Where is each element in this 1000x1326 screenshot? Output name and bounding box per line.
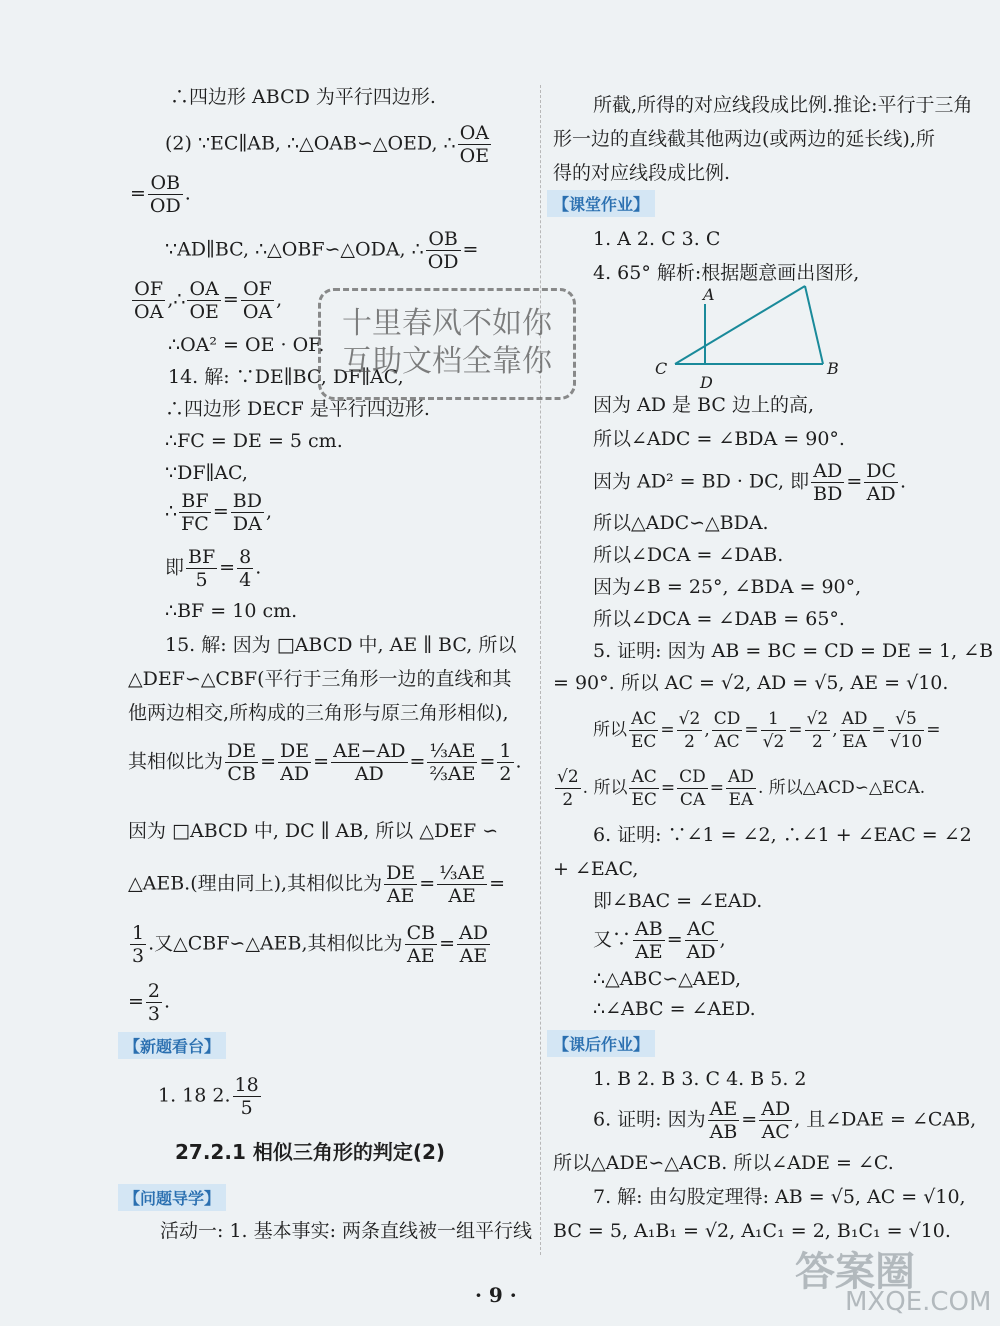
section-title: 27.2.1 相似三角形的判定(2) xyxy=(175,1140,446,1164)
numerator: √2 xyxy=(806,709,829,729)
numerator: 18 xyxy=(234,1074,259,1096)
text-line: BC = 5, A₁B₁ = √2, A₁C₁ = 2, B₁C₁ = √10. xyxy=(553,1220,951,1242)
text-line xyxy=(128,922,492,967)
text-run: = xyxy=(409,750,426,773)
numerator: BD xyxy=(232,490,262,512)
denominator: AC xyxy=(761,1121,790,1143)
numerator: CB xyxy=(406,922,436,944)
fraction xyxy=(761,708,787,753)
fraction xyxy=(179,490,211,535)
numerator: 8 xyxy=(239,546,252,568)
numerator: CD xyxy=(679,767,706,787)
numerator: OF xyxy=(132,278,165,301)
fraction xyxy=(811,460,844,505)
text-run: , xyxy=(832,720,838,740)
denominator: OD xyxy=(427,251,459,273)
fraction xyxy=(384,862,417,907)
stamp-watermark xyxy=(318,288,576,400)
denominator: EA xyxy=(728,790,754,810)
numerator: 1 xyxy=(761,708,787,731)
denominator: AE xyxy=(635,941,663,963)
fraction xyxy=(759,1098,792,1143)
numerator: DE xyxy=(386,862,416,884)
denominator: ⅔AE xyxy=(429,763,476,785)
text-run: = xyxy=(479,750,496,773)
text-line: 即∠BAC = ∠EAD. xyxy=(593,890,763,912)
denominator: CB xyxy=(227,763,256,785)
denominator: 3 xyxy=(132,945,145,967)
fraction xyxy=(437,862,487,907)
denominator: AD xyxy=(866,483,896,505)
text-run: . 所以△ACD∽△ECA. xyxy=(757,778,926,798)
text-line: 因为 AD 是 BC 边上的高, xyxy=(593,394,815,416)
text-line: 5. 证明: 因为 AB = BC = CD = DE = 1, ∠B xyxy=(593,640,994,662)
text-run: (2) ∵EC∥AB, ∴△OAB∽△OED, ∴ xyxy=(165,132,456,155)
triangle-figure xyxy=(645,282,845,392)
denominator: OA xyxy=(134,301,164,323)
denominator: OA xyxy=(242,301,273,323)
text-run: = xyxy=(660,778,676,798)
text-run: = xyxy=(788,720,803,740)
text-run: . xyxy=(255,556,262,579)
text-line: 活动一: 1. 基本事实: 两条直线被一组平行线 xyxy=(160,1220,533,1242)
numerator: DC xyxy=(866,460,897,482)
denominator: 2 xyxy=(684,732,695,752)
fraction xyxy=(864,460,898,505)
fraction xyxy=(840,708,870,753)
text-line: ∴OA² = OE · OF. xyxy=(168,334,325,356)
denominator: OE xyxy=(189,301,219,323)
text-line: 14. 解: ∵DE∥BC, DF∥AC, xyxy=(168,366,404,388)
vertex-label-d: D xyxy=(700,373,713,392)
text-line: 1. A 2. C 3. C xyxy=(593,228,721,250)
text-line: ∴四边形 ABCD 为平行四边形. xyxy=(170,86,436,108)
site-watermark-logo: 答案圈 xyxy=(795,1249,915,1295)
text-line xyxy=(593,708,940,753)
text-run: 又∵ xyxy=(593,928,632,951)
denominator: 2 xyxy=(499,763,512,785)
vertex-label-b: B xyxy=(827,359,839,378)
numerator: 2 xyxy=(147,980,161,1002)
fraction xyxy=(225,740,258,785)
text-line xyxy=(593,460,906,505)
numerator: AC xyxy=(629,708,658,731)
text-line: 所以∠DCA = ∠DAB. xyxy=(593,544,784,566)
text-line xyxy=(130,172,191,217)
site-watermark-url: MXQE.COM xyxy=(845,1287,992,1317)
denominator: EC xyxy=(631,790,657,810)
text-line xyxy=(130,278,282,323)
section-tag-homework: 【课后作业】 xyxy=(547,1030,655,1057)
section-tag-classwork: 【课堂作业】 xyxy=(547,190,655,217)
text-line: ∴BF = 10 cm. xyxy=(165,600,298,622)
stamp-line: 互助文档全靠你 xyxy=(342,344,552,379)
denominator: 3 xyxy=(147,1003,161,1025)
numerator: ⅓AE xyxy=(429,740,476,762)
text-run: = xyxy=(741,1108,758,1131)
text-line xyxy=(158,1074,263,1119)
fraction xyxy=(187,278,220,323)
text-line: 因为∠B = 25°, ∠BDA = 90°, xyxy=(593,576,862,598)
denominator: OD xyxy=(149,195,181,217)
text-line: ∴四边形 DECF 是平行四边形. xyxy=(165,398,430,420)
text-line: ∵DF∥AC, xyxy=(165,462,248,484)
numerator: AE xyxy=(708,1098,740,1121)
text-run: , xyxy=(719,928,726,951)
numerator: √5 xyxy=(888,708,924,731)
text-line: 所以∠DCA = ∠DAB = 65°. xyxy=(593,608,845,630)
text-line: 因为 □ABCD 中, DC ∥ AB, 所以 △DEF ∽ xyxy=(128,820,499,842)
text-line: 所以∠ADC = ∠BDA = 90°. xyxy=(593,428,845,450)
text-line xyxy=(593,1098,976,1143)
text-run: = xyxy=(744,720,759,740)
text-run: = xyxy=(462,238,479,261)
text-run: = xyxy=(130,182,146,205)
text-line: + ∠EAC, xyxy=(553,858,639,880)
fraction xyxy=(457,922,490,967)
text-run: △AEB.(理由同上),其相似比为 xyxy=(128,872,383,895)
text-line: 所截,所得的对应线段成比例.推论:平行于三角 xyxy=(593,94,973,116)
text-run: . xyxy=(184,182,191,205)
numerator: AC xyxy=(629,766,658,789)
fraction xyxy=(237,546,253,591)
text-line: 15. 解: 因为 □ABCD 中, AE ∥ BC, 所以 xyxy=(165,634,517,656)
fraction xyxy=(130,922,146,967)
numerator: AD xyxy=(811,460,844,483)
fraction xyxy=(629,766,658,811)
text-run: = xyxy=(926,720,941,740)
denominator: AD xyxy=(280,763,310,785)
text-run: = xyxy=(419,872,436,895)
text-line xyxy=(593,918,726,963)
text-line: 得的对应线段成比例. xyxy=(553,162,731,184)
fraction xyxy=(233,1074,261,1119)
numerator: AD xyxy=(458,922,488,944)
text-line: 7. 解: 由勾股定理得: AB = √5, AC = √10, xyxy=(593,1186,966,1208)
fraction xyxy=(231,490,264,535)
text-run: 因为 AD² = BD · DC, 即 xyxy=(593,470,810,493)
numerator: OA xyxy=(458,122,491,145)
text-line: 6. 证明: ∵∠1 = ∠2, ∴∠1 + ∠EAC = ∠2 xyxy=(593,824,972,846)
fraction xyxy=(426,228,461,273)
text-run: = xyxy=(709,778,725,798)
fraction xyxy=(132,278,165,323)
fraction xyxy=(405,922,438,967)
fraction xyxy=(712,708,743,753)
text-line xyxy=(165,546,261,591)
numerator: ⅓AE xyxy=(439,862,486,884)
numerator: CD xyxy=(713,709,741,729)
denominator: FC xyxy=(181,513,209,535)
numerator: AD xyxy=(728,767,754,787)
text-run: = xyxy=(660,720,675,740)
fraction xyxy=(497,740,513,785)
text-run: 6. 证明: 因为 xyxy=(593,1108,706,1131)
numerator: √2 xyxy=(678,709,701,729)
text-run: 其相似比为 xyxy=(128,750,224,773)
text-run: ∵AD∥BC, ∴△OBF∽△ODA, ∴ xyxy=(165,238,424,261)
fraction xyxy=(331,740,407,785)
text-run: = xyxy=(222,288,239,311)
text-run: = xyxy=(439,932,455,955)
fraction xyxy=(241,278,274,323)
text-line xyxy=(165,490,272,535)
numerator: AE−AD xyxy=(333,740,406,762)
fraction xyxy=(677,708,703,753)
denominator: AB xyxy=(709,1121,738,1143)
text-run: . xyxy=(164,990,171,1013)
text-line: △DEF∽△CBF(平行于三角形一边的直线和其 xyxy=(128,668,512,690)
vertex-label-c: C xyxy=(655,359,668,378)
text-line xyxy=(128,980,170,1025)
numerator: √2 xyxy=(557,767,579,787)
text-line: 所以△ADC∽△BDA. xyxy=(593,512,769,534)
denominator: 4 xyxy=(239,569,252,591)
fraction xyxy=(633,918,665,963)
column-divider xyxy=(540,85,541,1255)
text-run: 所以 xyxy=(593,720,627,740)
fraction xyxy=(805,708,831,753)
fraction xyxy=(685,918,718,963)
denominator: 2 xyxy=(562,790,574,810)
text-run: = xyxy=(489,872,506,895)
denominator: BD xyxy=(813,483,843,505)
denominator: AD xyxy=(686,941,716,963)
numerator: BF xyxy=(188,546,216,568)
text-run: . xyxy=(900,470,907,493)
text-run: ∴ xyxy=(165,500,178,523)
section-tag-new-questions: 【新题看台】 xyxy=(118,1032,226,1059)
denominator: √10 xyxy=(889,732,923,752)
text-run: , 且∠DAE = ∠CAB, xyxy=(794,1108,977,1131)
section-tag-guide: 【问题导学】 xyxy=(118,1184,226,1211)
numerator: 1 xyxy=(499,740,512,762)
denominator: CA xyxy=(679,790,706,810)
text-line xyxy=(128,862,505,907)
fraction xyxy=(186,546,217,591)
numerator: OA xyxy=(187,278,220,301)
text-line xyxy=(128,740,522,785)
page-number: · 9 · xyxy=(475,1283,517,1307)
text-run: , xyxy=(265,500,272,523)
text-line: ∴∠ABC = ∠AED. xyxy=(593,998,756,1020)
denominator: √2 xyxy=(762,732,785,752)
denominator: AE xyxy=(407,945,435,967)
text-line: 他两边相交,所构成的三角形与原三角形相似), xyxy=(128,702,509,724)
fraction xyxy=(677,766,708,811)
text-run: = xyxy=(260,750,277,773)
denominator: EA xyxy=(842,732,867,752)
text-run: = xyxy=(313,750,330,773)
text-run: .又△CBF∽△AEB,其相似比为 xyxy=(148,932,403,955)
text-line: 形一边的直线截其他两边(或两边的延长线),所 xyxy=(553,128,935,150)
side-ca xyxy=(675,286,805,364)
numerator: AB xyxy=(635,918,663,940)
text-run: 1. 18 2. xyxy=(158,1084,231,1107)
text-line: ∴△ABC∽△AED, xyxy=(593,968,741,990)
side-ab xyxy=(805,286,823,364)
text-run: 即 xyxy=(165,556,185,579)
numerator: BF xyxy=(179,490,211,513)
text-run: = xyxy=(212,500,229,523)
denominator: AC xyxy=(714,732,740,752)
text-run: . 所以 xyxy=(582,778,628,798)
numerator: OB xyxy=(426,228,461,251)
text-run: , xyxy=(276,288,283,311)
text-run: = xyxy=(871,720,886,740)
text-line: 所以△ADE∽△ACB. 所以∠ADE = ∠C. xyxy=(553,1152,894,1174)
numerator: AD xyxy=(841,709,868,729)
text-run: = xyxy=(128,990,144,1013)
denominator: DA xyxy=(232,513,262,535)
denominator: AE xyxy=(386,885,415,907)
denominator: AD xyxy=(354,763,384,785)
text-line: 4. 65° 解析:根据题意画出图形, xyxy=(593,262,860,284)
denominator: AE xyxy=(448,885,476,907)
numerator: AC xyxy=(685,918,718,941)
fraction xyxy=(278,740,311,785)
text-line xyxy=(165,228,478,273)
fraction xyxy=(427,740,477,785)
text-run: = xyxy=(666,928,683,951)
stamp-line: 十里春风不如你 xyxy=(342,306,552,341)
fraction xyxy=(888,708,924,753)
fraction xyxy=(629,708,658,753)
fraction xyxy=(708,1098,740,1143)
denominator: 2 xyxy=(811,732,823,752)
denominator: EC xyxy=(631,732,657,752)
denominator: 5 xyxy=(240,1097,253,1119)
numerator: AD xyxy=(761,1098,791,1120)
text-run: = xyxy=(846,470,863,493)
fraction xyxy=(726,766,756,811)
vertex-label-a: A xyxy=(703,285,715,304)
numerator: 1 xyxy=(132,922,145,944)
text-run: = xyxy=(219,556,236,579)
text-line xyxy=(165,122,493,167)
numerator: DE xyxy=(227,740,257,762)
denominator: 5 xyxy=(195,569,208,591)
fraction xyxy=(458,122,491,167)
numerator: OB xyxy=(148,172,183,195)
denominator: OE xyxy=(459,145,490,167)
text-run: . xyxy=(515,750,522,773)
numerator: OF xyxy=(241,278,274,301)
text-line xyxy=(553,766,925,811)
text-run: , xyxy=(704,720,710,740)
denominator: AE xyxy=(459,945,488,967)
numerator: DE xyxy=(280,740,310,762)
fraction xyxy=(148,172,183,217)
text-run: ,∴ xyxy=(167,288,186,311)
fraction xyxy=(555,766,581,811)
text-line: ∴FC = DE = 5 cm. xyxy=(165,430,343,452)
text-line: 1. B 2. B 3. C 4. B 5. 2 xyxy=(593,1068,807,1090)
fraction xyxy=(146,980,162,1025)
text-line: = 90°. 所以 AC = √2, AD = √5, AE = √10. xyxy=(553,672,949,694)
